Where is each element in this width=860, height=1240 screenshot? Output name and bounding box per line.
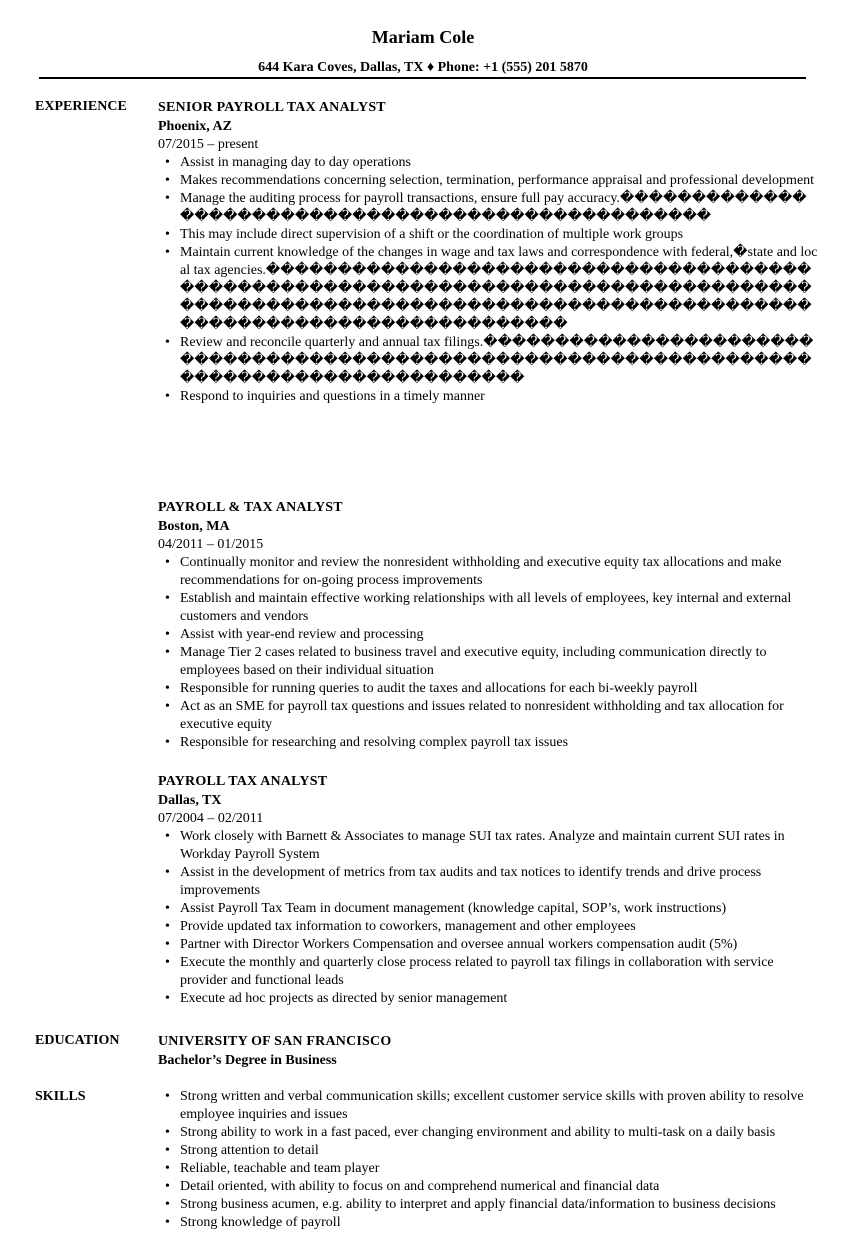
list-item: • Work closely with Barnett & Associates to manage SUI tax rates. Analyze and maintain current SUI rates in Workday Payroll System xyxy=(180,828,818,864)
job-entry xyxy=(158,98,818,406)
job-bullet-list xyxy=(158,154,818,406)
list-item: • Strong business acumen, e.g. ability to interpret and apply financial data/information to business decisions xyxy=(180,1196,818,1214)
list-item: • Strong attention to detail xyxy=(180,1142,818,1160)
list-item: • Assist Payroll Tax Team in document management (knowledge capital, SOP’s, work instructions) xyxy=(180,900,818,918)
candidate-name: Mariam Cole xyxy=(371,27,475,47)
list-item: • Continually monitor and review the nonresident withholding and executive equity tax allocations and make recommendations for on-going process improvements xyxy=(180,554,818,590)
list-item: • Reliable, teachable and team player xyxy=(180,1160,818,1178)
contact-line: 644 Kara Coves, Dallas, TX ♦ Phone: +1 (555) 201 5870 xyxy=(258,60,588,75)
section-label-education: EDUCATION xyxy=(35,1033,120,1048)
list-item: • Maintain current knowledge of the changes in wage and tax laws and correspondence with federal,�state and local tax agencies.��������������������������������������������������������������������������������������������������������������������������������������������������������� xyxy=(180,244,818,334)
job-location: Phoenix, AZ xyxy=(158,119,232,134)
list-item: • Strong ability to work in a fast paced, ever changing environment and ability to multi-task on a daily basis xyxy=(180,1124,818,1142)
list-item: • Provide updated tax information to coworkers, management and other employees xyxy=(180,918,818,936)
list-item: • Review and reconcile quarterly and annual tax filings.������������������������������������������������������������������������������������������� xyxy=(180,334,818,388)
section-label-experience: EXPERIENCE xyxy=(35,99,127,114)
list-item: • Strong knowledge of payroll xyxy=(180,1214,818,1232)
school-name: UNIVERSITY OF SAN FRANCISCO xyxy=(158,1034,392,1049)
job-entry xyxy=(158,498,818,752)
list-item: • Act as an SME for payroll tax questions and issues related to nonresident withholding and tax allocation for executive equity xyxy=(180,698,818,734)
skills-entry xyxy=(158,1088,818,1232)
skills-list xyxy=(158,1088,818,1232)
list-item: • Detail oriented, with ability to focus on and comprehend numerical and financial data xyxy=(180,1178,818,1196)
job-title: PAYROLL & TAX ANALYST xyxy=(158,500,343,515)
education-entry xyxy=(158,1032,818,1070)
list-item: • Responsible for researching and resolving complex payroll tax issues xyxy=(180,734,818,752)
list-item: • Respond to inquiries and questions in a timely manner xyxy=(180,388,818,406)
job-title: SENIOR PAYROLL TAX ANALYST xyxy=(158,100,386,115)
header-divider xyxy=(39,77,806,79)
list-item: • Partner with Director Workers Compensation and oversee annual workers compensation audit (5%) xyxy=(180,936,818,954)
job-dates: 04/2011 – 01/2015 xyxy=(158,537,264,552)
list-item: • Assist in managing day to day operations xyxy=(180,154,818,172)
list-item: • Makes recommendations concerning selection, termination, performance appraisal and professional development xyxy=(180,172,818,190)
list-item: • Responsible for running queries to audit the taxes and allocations for each bi-weekly payroll xyxy=(180,680,818,698)
list-item: • This may include direct supervision of a shift or the coordination of multiple work groups xyxy=(180,226,818,244)
job-bullet-list xyxy=(158,828,818,1008)
list-item: • Assist in the development of metrics from tax audits and tax notices to identify trends and drive process improvements xyxy=(180,864,818,900)
job-dates: 07/2004 – 02/2011 xyxy=(158,811,264,826)
list-item: • Manage the auditing process for payroll transactions, ensure full pay accuracy.�������������������������������������������������� xyxy=(180,190,818,226)
list-item: • Assist with year-end review and processing xyxy=(180,626,818,644)
degree: Bachelor’s Degree in Business xyxy=(158,1053,337,1068)
job-dates: 07/2015 – present xyxy=(158,137,259,152)
list-item: • Execute ad hoc projects as directed by senior management xyxy=(180,990,818,1008)
job-title: PAYROLL TAX ANALYST xyxy=(158,774,328,789)
job-location: Dallas, TX xyxy=(158,793,222,808)
list-item: • Manage Tier 2 cases related to business travel and executive equity, including communication directly to employees based on their individual situation xyxy=(180,644,818,680)
job-location: Boston, MA xyxy=(158,519,230,534)
section-label-skills: SKILLS xyxy=(35,1089,86,1104)
list-item: • Establish and maintain effective working relationships with all levels of employees, key internal and external customers and vendors xyxy=(180,590,818,626)
list-item: • Strong written and verbal communication skills; excellent customer service skills with proven ability to resolve employee inquiries and issues xyxy=(180,1088,818,1124)
job-entry xyxy=(158,772,818,1008)
job-bullet-list xyxy=(158,554,818,752)
list-item: • Execute the monthly and quarterly close process related to payroll tax filings in collaboration with service provider and functional leads xyxy=(180,954,818,990)
